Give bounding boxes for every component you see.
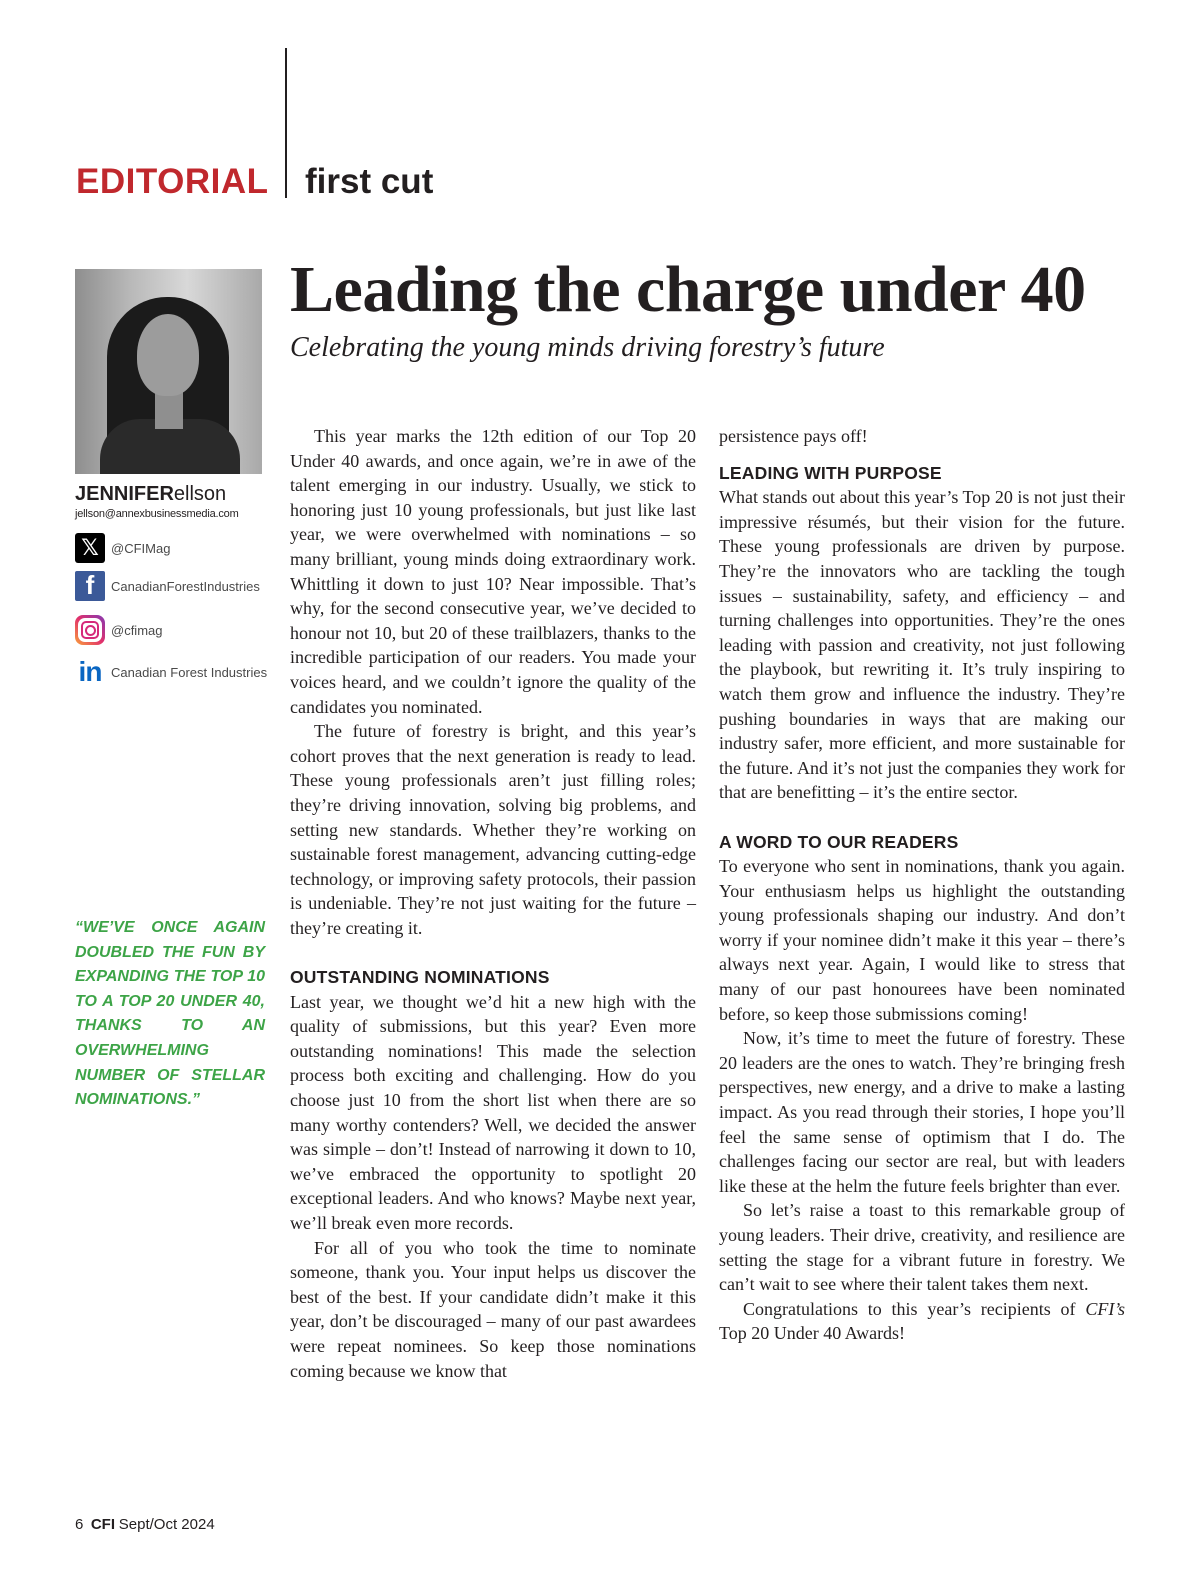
page-number: 6 bbox=[75, 1516, 84, 1533]
pull-quote: “WE’VE ONCE AGAIN DOUBLED THE FUN BY EXPANDING THE TOP 10 TO A TOP 20 UNDER 40, THANKS TO AN OVERWHELMING NUMBER OF STELLAR NOMINATIONS.” bbox=[75, 919, 265, 1109]
section-heading: OUTSTANDING NOMINATIONS bbox=[290, 967, 550, 988]
column-label: first cut bbox=[305, 162, 434, 201]
social-handle: Canadian Forest Industries bbox=[111, 664, 268, 680]
paragraph: What stands out about this year’s Top 20 is not just their impressive résumés, but their vision for the future. These young professionals are driven by purpose. They’re the innovators who are tackling the tough issues – sustainability, safety, and efficiency – and turning challenges into opportunities. They’re the ones leading with passion and creativity, not just following the playbook, but rewriting it. It’s truly inspiring to watch them grow and influence the industry. They’re pushing boundaries in ways that are making our industry safer, more efficient, and more sustainable for the future. And it’s not just the companies they work for that are benefitting – it’s the entire sector. bbox=[719, 487, 1125, 803]
paragraph: For all of you who took the time to nominate someone, thank you. Your input helps us discover the best of the best. If your candidate didn’t make it this year, don’t be discouraged – many of our past awardees were repeat nominees. So keep those nominations coming because we know that bbox=[290, 1237, 696, 1381]
section-heading: A WORD TO OUR READERS bbox=[719, 831, 959, 852]
social-handle: CanadianForestIndustries bbox=[111, 578, 260, 594]
paragraph: persistence pays off! bbox=[719, 426, 868, 446]
author-name: JENNIFERellson bbox=[75, 483, 227, 505]
linkedin-icon: in bbox=[78, 656, 102, 687]
instagram-icon bbox=[75, 615, 105, 645]
x-icon: 𝕏 bbox=[75, 533, 105, 563]
paragraph: The future of forestry is bright, and this year’s cohort proves that the next generation is ready to lead. These young professionals aren’t just filling roles; they’re driving innovation, solving big problems, and setting new standards. Whether they’re working on sustainable forest management, advancing cutting-edge technology, or improving safety protocols, their passion is undeniable. They’re not just waiting for the future – they’re creating it. bbox=[290, 721, 696, 938]
article-subheadline: Celebrating the young minds driving forestry’s future bbox=[290, 332, 885, 363]
issue-date: Sept/Oct 2024 bbox=[118, 1516, 215, 1533]
social-linkedin[interactable] bbox=[75, 656, 267, 688]
social-handle: @CFIMag bbox=[111, 540, 171, 556]
paragraph: Now, it’s time to meet the future of forestry. These 20 leaders are the ones to watch. They’re bringing fresh perspectives, new energy, and a drive to make a lasting impact. As you read through their stories, I hope you’ll feel the same sense of optimism that I do. The challenges facing our sector are real, but with leaders like these at the helm the future feels brighter than ever. bbox=[719, 1028, 1125, 1196]
article-column-1 bbox=[290, 424, 696, 1383]
social-instagram[interactable] bbox=[75, 614, 163, 646]
paragraph: This year marks the 12th edition of our Top 20 Under 40 awards, and once again, we’re in awe of the talent emerging in our industry. Usually, we stick to honoring just 10 young professionals, but just like last year, we were overwhelmed with nominations – so many brilliant, young minds doing extraordinary work. Whittling it down to just 10? Near impossible. That’s why, for the second consecutive year, we’ve decided to honour not 10, but 20 of these trailblazers, thanks to the incredible participation of our readers. You made your voices heard, and we couldn’t ignore the quality of the candidates you nominated. bbox=[290, 426, 696, 717]
magazine-name: CFI bbox=[90, 1516, 116, 1533]
paragraph: To everyone who sent in nominations, thank you again. Your enthusiasm helps us highlight the outstanding young professionals shaping our industry. And don’t worry if your nominee didn’t make it this year – there’s always next year. Again, I would like to stress that many of our past honourees have been nominated before, so keep those submissions coming! bbox=[719, 856, 1125, 1024]
facebook-icon: f bbox=[75, 571, 105, 601]
social-x[interactable] bbox=[75, 532, 170, 564]
article-headline: Leading the charge under 40 bbox=[290, 253, 1086, 326]
author-email[interactable]: jellson@annexbusinessmedia.com bbox=[75, 508, 239, 520]
social-facebook[interactable] bbox=[75, 570, 260, 602]
paragraph: Congratulations to this year’s recipients of CFI’s Top 20 Under 40 Awards! bbox=[719, 1298, 1125, 1344]
social-handle: @cfimag bbox=[111, 622, 163, 638]
page-footer bbox=[75, 1516, 215, 1534]
paragraph: Last year, we thought we’d hit a new high with the quality of submissions, but this year? Even more outstanding nominations! This made the selection process both exciting and challenging. How do you choose just 10 from the short list when there are so many worthy contenders? Well, we decided the answer was simple – don’t! Instead of narrowing it down to 10, we’ve embraced the opportunity to spotlight 20 exceptional leaders. And who knows? Maybe next year, we’ll break even more records. bbox=[290, 991, 696, 1233]
header-divider bbox=[285, 48, 287, 198]
section-heading: LEADING WITH PURPOSE bbox=[719, 462, 942, 483]
author-photo bbox=[75, 269, 262, 474]
paragraph: So let’s raise a toast to this remarkable group of young leaders. Their drive, creativity, and resilience are setting the stage for a vibrant future in forestry. We can’t wait to see where their talent takes them next. bbox=[719, 1200, 1125, 1295]
section-label: EDITORIAL bbox=[76, 162, 269, 201]
article-column-2 bbox=[719, 424, 1125, 1346]
